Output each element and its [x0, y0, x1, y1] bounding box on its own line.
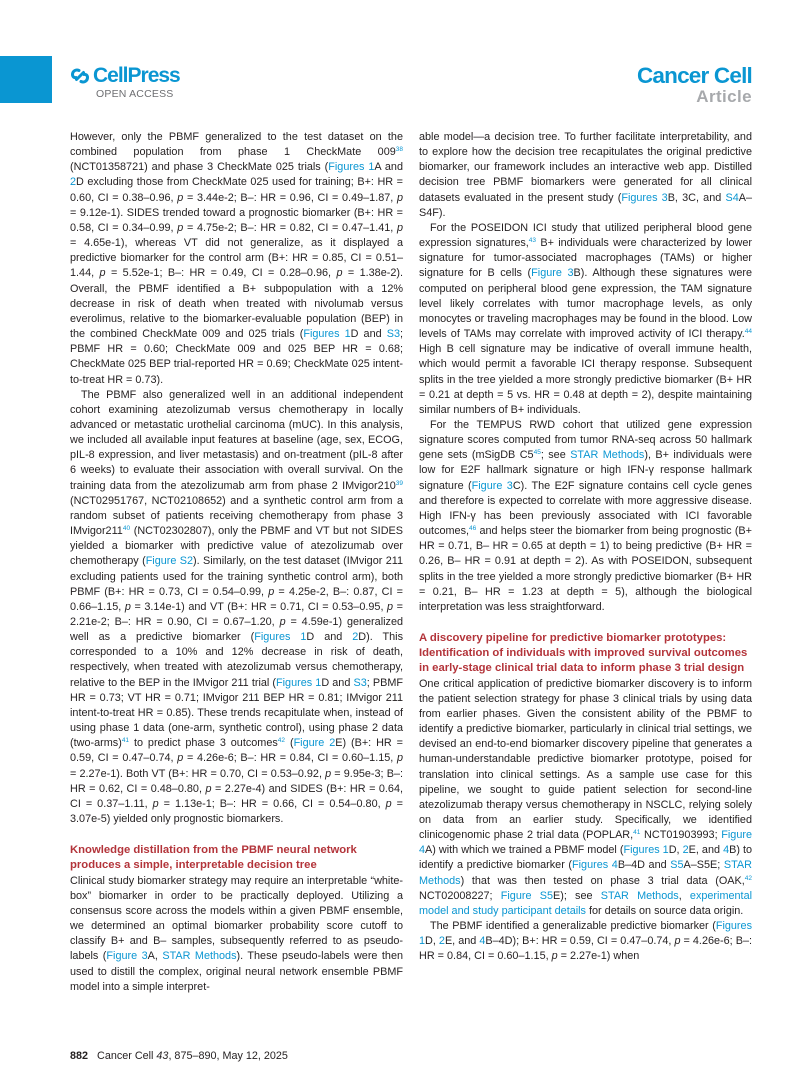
left-column [70, 130, 403, 995]
citation-text: Cancer Cell [97, 1050, 157, 1062]
paragraph: One critical application of predictive biomarker discovery is to inform the patient selection strategy for phase 3 clinical trials by using data from earlier phases. Given the consistent ability of the PBMF to identify a predictive biomarker, particularly in clinical trial settings, we devised an end-to-end biomarker discovery pipeline that generates a human-understandable predictive biomarker prototype, poised for translation into clinical settings. As a sample use case for this pipeline, we sought to guide patient selection for second-line atezolizumab therapy versus chemotherapy in NSCLC, relying solely on data from an earlier study. Specifically, we identified clinicogenomic phase 2 trial data (POPLAR,$^{41}$ NCT01903993; Figure 4A) with which we trained a PBMF model (Figures 1D, 2E, and 4B) to identify a predictive biomarker (Figures 4B–4D and S5A–S5E; STAR Methods) that was then tested on phase 3 trial data (OAK,$^{42}$ NCT02008227; Figure S5E); see STAR Methods, experimental model and study participant details for details on source data origin. [419, 677, 753, 917]
figure-link[interactable]: 2 [352, 631, 359, 644]
figure-link[interactable]: 2 [438, 935, 445, 948]
figure-link[interactable]: Figures 1 [623, 844, 669, 857]
article-type: Article [696, 87, 752, 106]
reference-link[interactable]: 40 [122, 525, 131, 533]
figure-link[interactable]: S5 [670, 859, 684, 872]
citation-volume: 43 [156, 1050, 169, 1062]
journal-title: Cancer Cell [636, 63, 752, 88]
reference-link[interactable]: 46 [469, 525, 477, 533]
reference-link[interactable]: 39 [395, 479, 403, 487]
figure-link[interactable]: Figures 1 [328, 161, 375, 174]
paragraph: For the POSEIDON ICI study that utilized peripheral blood gene expression signatures,$^{43}$ B+ individuals were characterized by lower signature for tumor-associated macrophages (TAMs) or higher signature for B cells (Figure 3B). Although these signatures were computed on peripheral blood gene expression, the TAM signature level likely correlates with tumor macrophage levels, as only monocytes or traveling macrophages may be found in the blood. Low levels of TAMs may correlate with improved activity of ICI therapy.$^{44}$ High B cell signature may be indicative of overall immune health, which would permit a favorable ICI therapy response. Subsequent splits in the tree yielded a more strongly predictive biomarker (B+ HR = 0.21 at depth = 5 vs. HR = 0.48 at depth = 2), despite maintaining similar numbers of B+ individuals. [419, 221, 752, 416]
figure-link[interactable]: Figures 1 [419, 920, 752, 948]
paragraph: The PBMF identified a generalizable predictive biomarker (Figures 1D, 2E, and 4B–4D); B+: HR = 0.59, CI = 0.47–0.74, p = 4.26e-6; B–: HR = 0.84, CI = 0.60–1.15, p = 2.27e-1) when [419, 920, 752, 963]
section-color-tab [0, 56, 52, 103]
figure-link[interactable]: Figures 1 [254, 631, 307, 644]
paragraph: The PBMF also generalized well in an additional independent cohort examining atezolizumab versus chemotherapy in locally advanced or metastatic urothelial carcinoma (mUC). In this analysis, we included all available input features at baseline (age, sex, ECOG, pIL-8 expression, and liver metastasis) and on-treatment (pIL-8 after 6 weeks) to evaluate their association with overall survival. On the training data from the atezolizumab arm from phase 2 $IMvigor210^{39}$ (NCT02951767, NCT02108652) and a synthetic control arm from a random subset of patients receiving chemotherapy from phase 3 $IMvigor211^{40}$ (NCT02302807), only the PBMF and VT but not SIDES yielded a biomarker with predictive value of atezolizumab over chemotherapy (Figure S2). Similarly, on the test dataset (IMvigor 211 excluding patients used for the training synthetic control arm), both PBMF (B+: HR = 0.73, CI = 0.54–0.99, p = 4.25e-2, B–: 0.87, CI = 0.66–1.15, p = 3.14e-1) and VT (B+: HR = 0.71, CI = 0.53–0.95, p = 2.21e-2; B–: HR = 0.90, CI = 0.67–1.20, p = 4.59e-1) generalized well as a predictive biomarker (Figures 1D and 2D). This corresponded to a 10% and 12% decrease in risk of death, respectively, when treated with atezolizumab versus chemotherapy, relative to the BEP in the IMvigor 211 trial (Figures 1D and S3; PBMF HR = 0.73; VT HR = 0.71; IMvigor 211 BEP HR = 0.81; IMvigor 211 intent-to-treat HR = 0.85). These trends recapitulate when, instead of using phase 1 data (one-arm, synthetic control), using phase 2 data (two-arms)$^{41}$ to predict phase 3 outcomes$^{42}$ (Figure 2E) (B+: HR = 0.59, CI = 0.47–0.74, p = 4.26e-6; B–: HR = 0.84, CI = 0.60–1.15, p = 2.27e-1). Both VT (B+: HR = 0.70, CI = 0.53–0.92, p = 9.95e-3; B–: HR = 0.62, CI = 0.48–0.80, p = 2.27e-4) and SIDES (B+: HR = 0.64, CI = 0.37–1.11, p = 1.13e-1; B–: HR = 0.66, CI = 0.54–0.80, p = 3.07e-5) yielded only prognostic biomarkers. [70, 388, 404, 826]
reference-link[interactable]: 42 [744, 874, 752, 882]
reference-link[interactable]: 43 [528, 237, 537, 245]
section-heading: A discovery pipeline for predictive biomarker prototypes: Identification of individuals with improved survival outcomes in early-stage clinical trial data to inform phase 3 trial design [419, 632, 748, 675]
figure-link[interactable]: S4 [725, 191, 739, 204]
methods-details-link[interactable]: experimental model and study participant details [419, 889, 753, 917]
figure-link[interactable]: 2 [70, 176, 77, 189]
figure-link[interactable]: Figure 4 [419, 829, 752, 857]
cellpress-logo-icon [70, 66, 90, 86]
figure-link[interactable]: Figures 1 [276, 676, 322, 689]
page-footer [70, 1050, 288, 1062]
methods-link[interactable]: STAR Methods [162, 950, 237, 963]
right-column [419, 130, 752, 965]
methods-link[interactable]: STAR Methods [570, 449, 645, 462]
figure-link[interactable]: 4 [723, 844, 730, 857]
figure-link[interactable]: Figure 2 [293, 737, 336, 750]
methods-link[interactable]: STAR Methods [419, 859, 752, 887]
paragraph: able model—a decision tree. To further facilitate interpretability, and to explore how the decision tree recapitulates the original predictive biomarker, our framework includes an interactive web app. Distilled decision tree PBMF biomarkers were generated for all clinical datasets evaluated in the present study (Figures 3B, 3C, and S4A–S4F). [419, 131, 752, 219]
open-access-label: OPEN ACCESS [96, 88, 174, 100]
paragraph: Clinical study biomarker strategy may require an interpretable “white-box” biomarker in order to be practically deployed. Utilizing a consensus score across the models within a given PBMF ensemble, we determined an optimal biomarker probability score cutoff to classify B+ and B– samples, subsequently referred to as pseudo-labels (Figure 3A, STAR Methods). These pseudo-labels were then used to distill the complex, original neural network ensemble PBMF model into a simple interpret- [70, 874, 404, 993]
figure-link[interactable]: Figures 1 [303, 328, 351, 341]
reference-link[interactable]: 42 [277, 737, 286, 745]
cellpress-logo[interactable] [70, 65, 180, 100]
figure-link[interactable]: Figures 3 [621, 191, 668, 204]
paragraph: For the TEMPUS RWD cohort that utilized gene expression signature scores computed from tumor RNA-seq across 50 hallmark gene sets (mSigDB $C5^{45}$; see STAR Methods), B+ individuals were low for E2F hallmark signature or high IFN-γ response hallmark signature (Figure 3C). The E2F signature contains cell cycle genes and therefore is expected to correlate with more aggressive disease. High IFN-γ has been previously associated with ICI favorable outcomes,$^{46}$ and helps steer the biomarker from being prognostic (B+ HR = 0.71, B– HR = 0.65 at depth = 1) to being predictive (B+ HR = 0.26, B– HR = 0.91 at depth = 2). As with POSEIDON, subsequent splits in the tree yielded a more strongly predictive biomarker (B+ HR = 0.21, B– HR = 1.23 at depth = 5), although the biological interpretation was less straightforward. [419, 418, 753, 613]
citation-text: , 875–890, May 12, 2025 [168, 1050, 288, 1062]
page-number: 882 [70, 1050, 89, 1062]
figure-link[interactable]: S3 [353, 676, 367, 689]
reference-link[interactable]: 44 [744, 328, 752, 336]
figure-link[interactable]: Figure S5 [500, 889, 553, 902]
figure-link[interactable]: Figure 3 [471, 479, 513, 492]
figure-link[interactable]: Figure S2 [145, 555, 194, 568]
figure-link[interactable]: 4 [479, 935, 486, 948]
reference-link[interactable]: 38 [395, 146, 403, 154]
reference-link[interactable]: 41 [121, 737, 130, 745]
figure-link[interactable]: Figure 3 [106, 950, 148, 963]
figure-link[interactable]: 2 [682, 844, 689, 857]
paragraph: However, only the PBMF generalized to the test dataset on the combined population from phase 1 CheckMate $009^{38}$ (NCT01358721) and phase 3 CheckMate 025 trials (Figures 1A and 2D excluding those from CheckMate 025 used for training; B+: HR = 0.60, CI = 0.38–0.96, p = 3.44e-2; B–: HR = 0.96, CI = 0.49–1.87, p = 9.12e-1). SIDES trended toward a prognostic biomarker (B+: HR = 0.58, CI = 0.34–0.99, p = 4.75e-2; B–: HR = 0.82, CI = 0.47–1.41, p = 4.65e-1), whereas VT did not generalize, as it displayed a predictive biomarker for the control arm (B+: HR = 0.85, CI = 0.51–1.44, p = 5.52e-1; B–: HR = 0.49, CI = 0.28–0.96, p = 1.38e-2). Overall, the PBMF identified a B+ subpopulation with a 12% decrease in risk of death when treated with nivolumab versus everolimus, relative to the biomarker-evaluable population (BEP) in the combined CheckMate 009 and 025 trials (Figures 1D and S3; PBMF HR = 0.60; CheckMate 009 and 025 BEP HR = 0.68; CheckMate 025 BEP trial-reported HR = 0.69; CheckMate 025 intent-to-treat HR = 0.73). [70, 131, 404, 386]
figure-link[interactable]: Figures 4 [572, 859, 618, 872]
journal-header [560, 64, 752, 106]
publisher-name: CellPress [93, 64, 180, 87]
figure-link[interactable]: S3 [386, 328, 400, 341]
reference-link[interactable]: 45 [533, 449, 541, 457]
methods-link[interactable]: STAR Methods [600, 889, 679, 902]
figure-link[interactable]: Figure 3 [531, 267, 574, 280]
reference-link[interactable]: 41 [633, 829, 641, 837]
section-heading: Knowledge distillation from the PBMF neural network produces a simple, interpretable decision tree [70, 844, 357, 872]
